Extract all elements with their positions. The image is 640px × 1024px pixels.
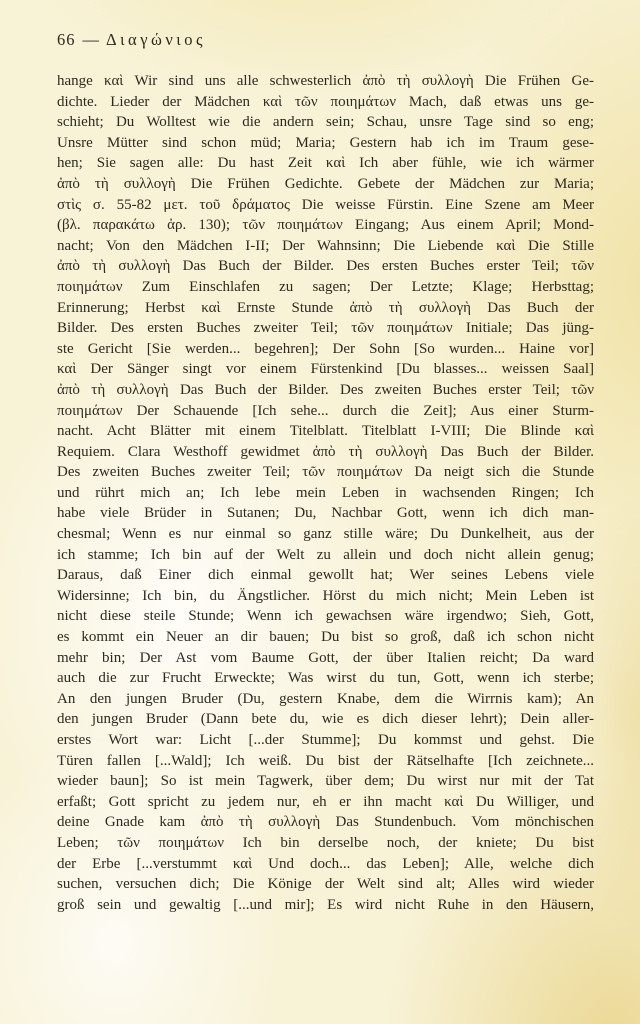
text-line: schieht; Du Wolltest wie die andern sein; Schau, unsre Tage sind so eng; xyxy=(57,114,594,131)
text-line: Des zweiten Buches zweiter Teil; τῶν ποιημάτων Da neigt sich die Stunde xyxy=(57,464,594,481)
body-text xyxy=(57,71,594,915)
text-line: Leben; τῶν ποιημάτων Ich bin derselbe noch, der kniete; Du bist xyxy=(57,834,594,851)
text-line: ποιημάτων Der Schauende [Ich sehe... durch die Zeit]; Aus einer Sturm- xyxy=(57,402,594,419)
page-header xyxy=(57,30,594,50)
text-line: und rührt mich an; Ich lebe mein Leben in wachsenden Ringen; Ich xyxy=(57,484,594,501)
text-line: auch die zur Frucht Erweckte; Was wirst du tun, Gott, wenn ich sterbe; xyxy=(57,670,594,687)
text-line: (βλ. παρακάτω ἀρ. 130); τῶν ποιημάτων Eingang; Aus einem April; Mond- xyxy=(57,217,594,234)
text-line: hange καὶ Wir sind uns alle schwesterlich ἀπὸ τὴ συλλογὴ Die Frühen Ge- xyxy=(57,73,594,89)
text-line: ste Gericht [Sie werden... begehren]; Der Sohn [So wurden... Haine vor] xyxy=(57,340,594,357)
header-dash: — xyxy=(82,30,99,49)
text-line: erstes Wort war: Licht [...der Stumme]; Du kommst und gehst. Die xyxy=(57,732,594,748)
text-line: καὶ Der Sänger singt vor einem Fürstenkind [Du blasses... weissen Saal] xyxy=(57,361,594,378)
text-line: den jungen Bruder (Dann bete du, wie es dich dieser lehrt); Dein aller- xyxy=(57,711,594,728)
page-number: 66 xyxy=(57,30,76,49)
text-line: Daraus, daß Einer dich einmal gewollt hat; Wer seines Lebens viele xyxy=(57,567,594,584)
text-line: Bilder. Des ersten Buches zweiter Teil; τῶν ποιημάτων Initiale; Das jüng- xyxy=(57,320,594,337)
text-line: ich stamme; Ich bin auf der Welt zu allein und doch nicht allein genug; xyxy=(57,546,594,563)
text-line: nicht diese steile Stunde; Wenn ich gewachsen wäre irgendwo; Sieh, Gott, xyxy=(57,608,594,625)
text-line: ποιημάτων Zum Einschlafen zu sagen; Der Letzte; Klage; Herbsttag; xyxy=(57,278,594,295)
text-line: Erinnerung; Herbst καὶ Ernste Stunde ἀπὸ τὴ συλλογὴ Das Buch der xyxy=(57,299,594,316)
text-line: suchen, versuchen dich; Die Könige der Welt sind alt; Alles wird wieder xyxy=(57,876,594,893)
text-line: groß sein und gewaltig [...und mir]; Es wird nicht Ruhe in den Häusern, xyxy=(57,896,594,913)
text-line: mehr bin; Der Ast vom Baume Gott, der über Italien reicht; Da ward xyxy=(57,649,594,666)
text-line: habe viele Brüder in Sutanen; Du, Nachbar Gott, wenn ich dich man- xyxy=(57,505,594,522)
text-line: An den jungen Bruder (Du, gestern Knabe, dem die Wirrnis kam); An xyxy=(57,690,594,707)
text-line: chesmal; Wenn es nur einmal so ganz stille wäre; Du Dunkelheit, aus der xyxy=(57,526,594,543)
text-line: nacht; Von den Mädchen I-II; Der Wahnsinn; Die Liebende καὶ Die Stille xyxy=(57,237,594,254)
text-line: dichte. Lieder der Mädchen καὶ τῶν ποιημάτων Mach, daß etwas uns ge- xyxy=(57,93,594,110)
running-title: Διαγώνιος xyxy=(106,30,207,49)
text-line: στὶς σ. 55-82 μετ. τοῦ δράματος Die weisse Fürstin. Eine Szene am Meer xyxy=(57,196,594,213)
text-line: nacht. Acht Blätter mit einem Titelblatt. Titelblatt I-VIII; Die Blinde καὶ xyxy=(57,423,594,440)
text-line: ἀπὸ τὴ συλλογὴ Die Frühen Gedichte. Gebete der Mädchen zur Maria; xyxy=(57,175,594,192)
text-line: hen; Sie sagen alle: Du hast Zeit καὶ Ich aber fühle, wie ich wärmer xyxy=(57,155,594,172)
text-line: Widersinne; Ich bin, du Ängstlicher. Hörst du mich nicht; Mein Leben ist xyxy=(57,587,594,604)
text-line: deine Gnade kam ἀπὸ τὴ συλλογὴ Das Stundenbuch. Vom mönchischen xyxy=(57,814,594,831)
text-line: ἀπὸ τὴ συλλογὴ Das Buch der Bilder. Des zweiten Buches erster Teil; τῶν xyxy=(57,381,594,398)
text-line: Unsre Mütter sind schon müd; Maria; Gestern hab ich im Traum gese- xyxy=(57,134,594,151)
text-line: wieder baun]; So ist mein Tagwerk, über dem; Du wirst nur mit der Tat xyxy=(57,773,594,790)
text-line: Türen fallen [...Wald]; Ich weiß. Du bist der Rätselhafte [Ich zeichnete... xyxy=(57,752,594,769)
text-line: erfaßt; Gott spricht zu jedem nur, eh er ihn macht καὶ Du Williger, und xyxy=(57,793,594,810)
text-line: ἀπὸ τὴ συλλογὴ Das Buch der Bilder. Des ersten Buches erster Teil; τῶν xyxy=(57,258,594,275)
text-line: Requiem. Clara Westhoff gewidmet ἀπὸ τὴ συλλογὴ Das Buch der Bilder. xyxy=(57,443,594,460)
text-line: es kommt ein Neuer an dir bauen; Du bist so groß, daß ich schon nicht xyxy=(57,629,594,646)
text-line: der Erbe [...verstummt καὶ Und doch... das Leben]; Alle, welche dich xyxy=(57,855,594,872)
